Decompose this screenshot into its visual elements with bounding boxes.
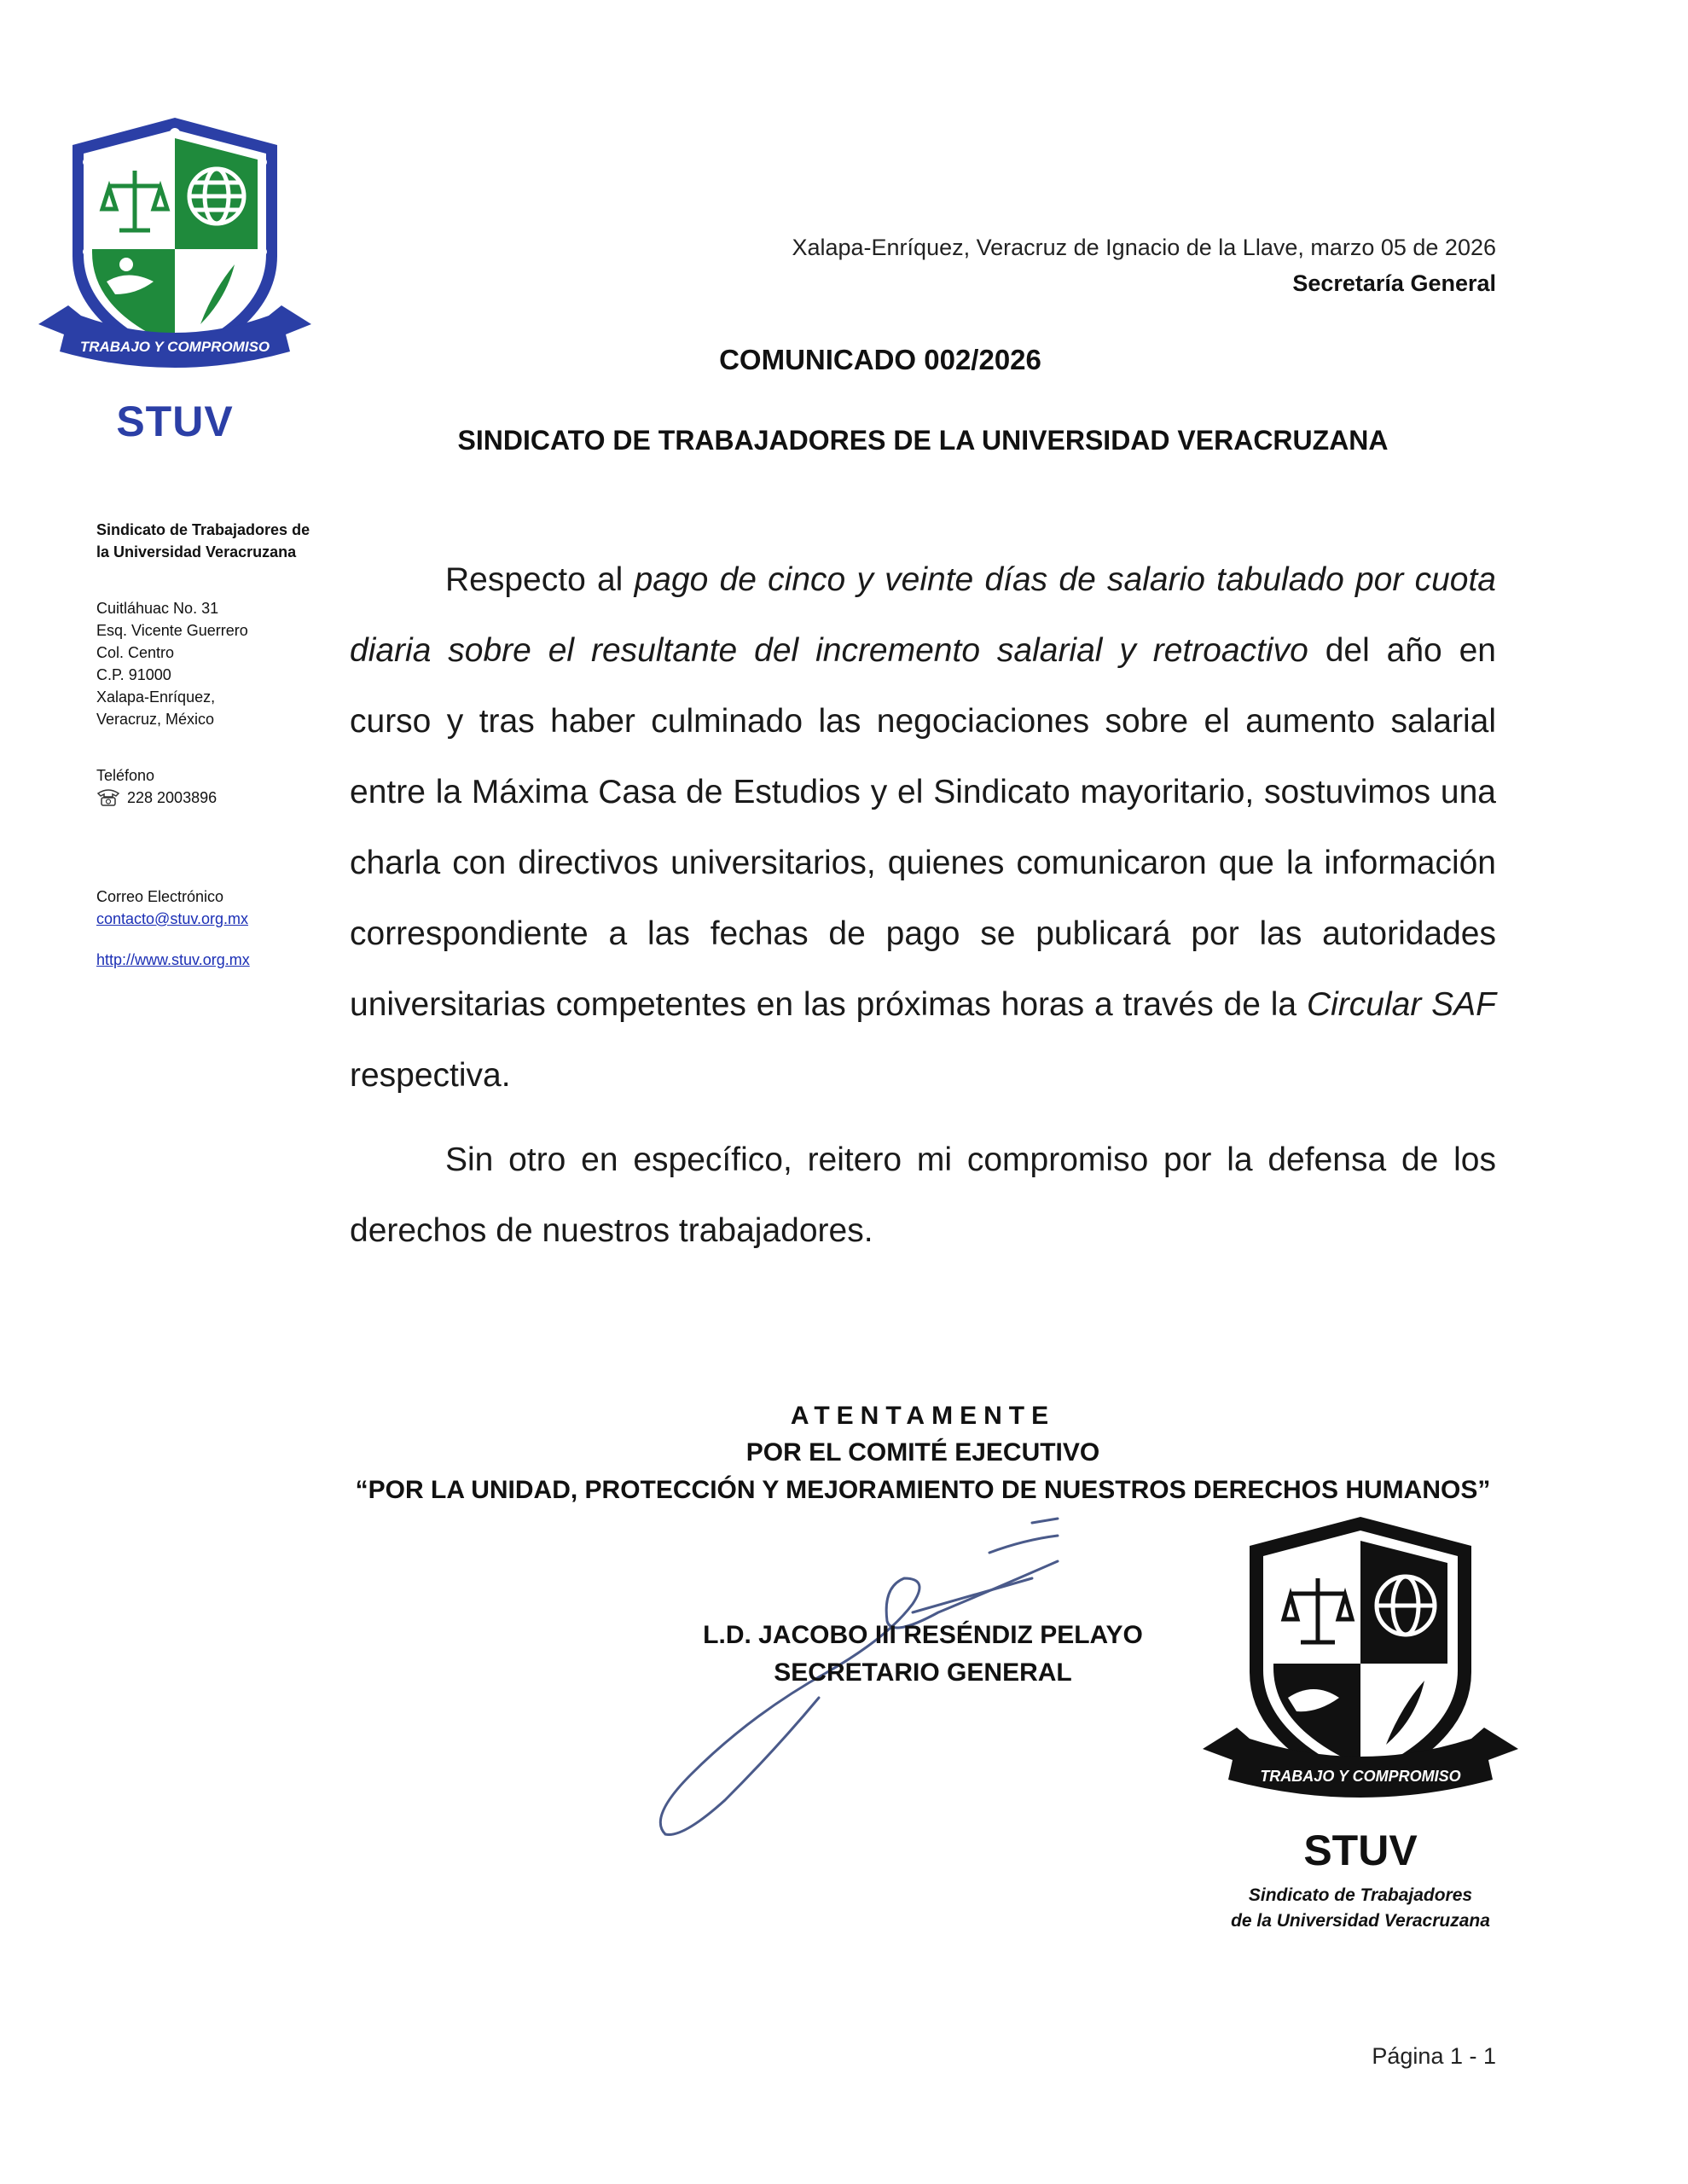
sidebar-address: [96, 597, 318, 730]
closing-motto: “POR LA UNIDAD, PROTECCIÓN Y MEJORAMIENTO DE NUESTROS DERECHOS HUMANOS”: [355, 1476, 1491, 1504]
contact-sidebar: [96, 519, 318, 971]
phone-row: [96, 787, 318, 809]
svg-text:TRABAJO Y COMPROMISO: TRABAJO Y COMPROMISO: [1260, 1768, 1461, 1785]
document-number: COMUNICADO 002/2026: [719, 344, 1041, 375]
text-run: del año en curso y tras haber culminado las negociaciones sobre el aumento salarial entre la Máxima Casa de Estudios y el Sindicato mayoritario, sostuvimos una charla con directivos universitarios, quienes comunicaron que la información correspondiente a las fechas de pago se publicará por las autoridades universitarias competentes en las próximas horas a través de la: [350, 632, 1496, 1023]
seal-title: STUV: [1303, 1827, 1418, 1874]
address-line: C.P. 91000: [96, 666, 171, 683]
stuv-logo: [34, 111, 316, 452]
closing-attentamente: ATENTAMENTE: [790, 1402, 1056, 1430]
emphasis-run: pago de cinco y veinte días de salario tabulado por cuota diaria sobre el resultante del incremento salarial y retroactivo: [350, 561, 1496, 669]
body-paragraph-1: [350, 544, 1496, 1111]
email-block: [96, 886, 318, 971]
body-paragraph-2: Sin otro en específico, reitero mi compromiso por la defensa de los derechos de nuestros trabajadores.: [350, 1141, 1496, 1249]
seal-subtitle: Sindicato de Trabajadores: [1248, 1885, 1473, 1905]
website-link[interactable]: http://www.stuv.org.mx: [96, 951, 250, 968]
department: Secretaría General: [1292, 270, 1496, 296]
place-date: Xalapa-Enríquez, Veracruz de Ignacio de la Llave, marzo 05 de 2026: [792, 235, 1496, 260]
stuv-seal: [1198, 1510, 1523, 1937]
union-name-heading: SINDICATO DE TRABAJADORES DE LA UNIVERSIDAD VERACRUZANA: [457, 425, 1389, 456]
telephone-icon: [96, 788, 120, 807]
address-line: Esq. Vicente Guerrero: [96, 622, 248, 639]
sidebar-org-name: Sindicato de Trabajadores de la Universidad Veracruzana: [96, 521, 310, 561]
signer-name: L.D. JACOBO III RESÉNDIZ PELAYO: [703, 1621, 1143, 1649]
address-line: Col. Centro: [96, 644, 175, 661]
phone-label: Teléfono: [96, 767, 155, 784]
email-link[interactable]: contacto@stuv.org.mx: [96, 910, 249, 927]
text-run: Respecto al: [445, 561, 635, 598]
svg-text:TRABAJO Y COMPROMISO: TRABAJO Y COMPROMISO: [79, 339, 270, 355]
email-label: Correo Electrónico: [96, 888, 224, 905]
text-run: respectiva.: [350, 1057, 511, 1094]
body-text: [350, 544, 1496, 1266]
address-line: Xalapa-Enríquez,: [96, 688, 216, 706]
page-number: Página 1 - 1: [1372, 2043, 1496, 2069]
phone-number: 228 2003896: [127, 789, 218, 806]
logo-title: STUV: [116, 398, 234, 445]
closing-comite: POR EL COMITÉ EJECUTIVO: [745, 1438, 1100, 1467]
signer-role: SECRETARIO GENERAL: [774, 1658, 1072, 1687]
emphasis-run: Circular SAF: [1306, 986, 1496, 1023]
seal-shield-icon: [1198, 1510, 1523, 1826]
address-line: Cuitláhuac No. 31: [96, 600, 219, 617]
seal-subtitle: de la Universidad Veracruzana: [1231, 1911, 1490, 1931]
address-line: Veracruz, México: [96, 711, 215, 728]
